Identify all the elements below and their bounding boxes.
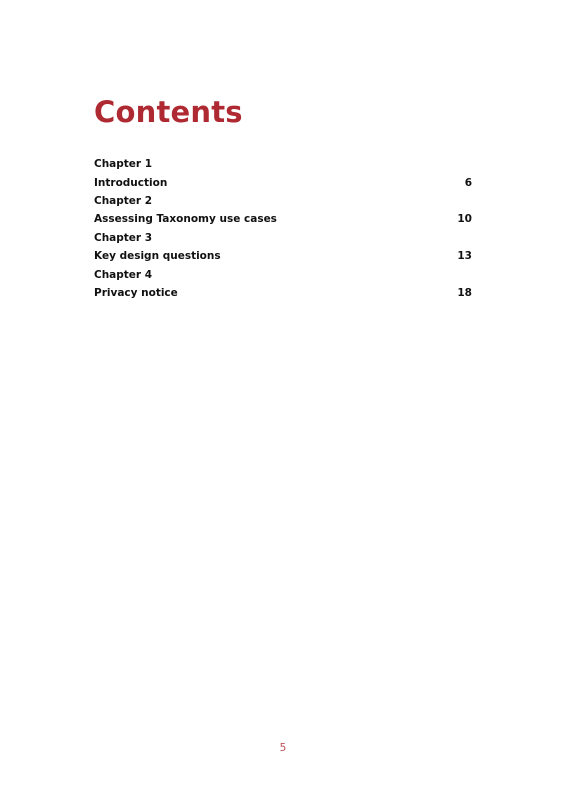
page-number: 5 xyxy=(279,742,287,754)
toc-entry-page: 13 xyxy=(457,250,472,263)
toc-entry-key-design-questions[interactable] xyxy=(94,247,472,265)
toc-entry-title: Assessing Taxonomy use cases xyxy=(94,213,277,226)
toc-entry-title: Key design questions xyxy=(94,250,221,263)
toc-entry-privacy-notice[interactable] xyxy=(94,284,472,302)
page-title: Contents xyxy=(94,95,243,129)
toc-chapter-label: Chapter 4 xyxy=(94,268,153,281)
toc-entry-assessing-taxonomy[interactable] xyxy=(94,210,472,228)
toc-entry-title: Introduction xyxy=(94,176,168,189)
toc-chapter-2 xyxy=(94,192,472,210)
table-of-contents xyxy=(94,155,472,302)
toc-chapter-4 xyxy=(94,265,472,283)
toc-entry-page: 10 xyxy=(457,213,472,226)
toc-entry-page: 6 xyxy=(464,176,472,189)
toc-entry-page: 18 xyxy=(457,286,472,299)
toc-entry-title: Privacy notice xyxy=(94,286,178,299)
toc-chapter-label: Chapter 1 xyxy=(94,158,153,171)
toc-entry-introduction[interactable] xyxy=(94,173,472,191)
toc-chapter-label: Chapter 2 xyxy=(94,194,153,207)
toc-chapter-3 xyxy=(94,229,472,247)
toc-chapter-label: Chapter 3 xyxy=(94,231,153,244)
toc-chapter-1 xyxy=(94,155,472,173)
